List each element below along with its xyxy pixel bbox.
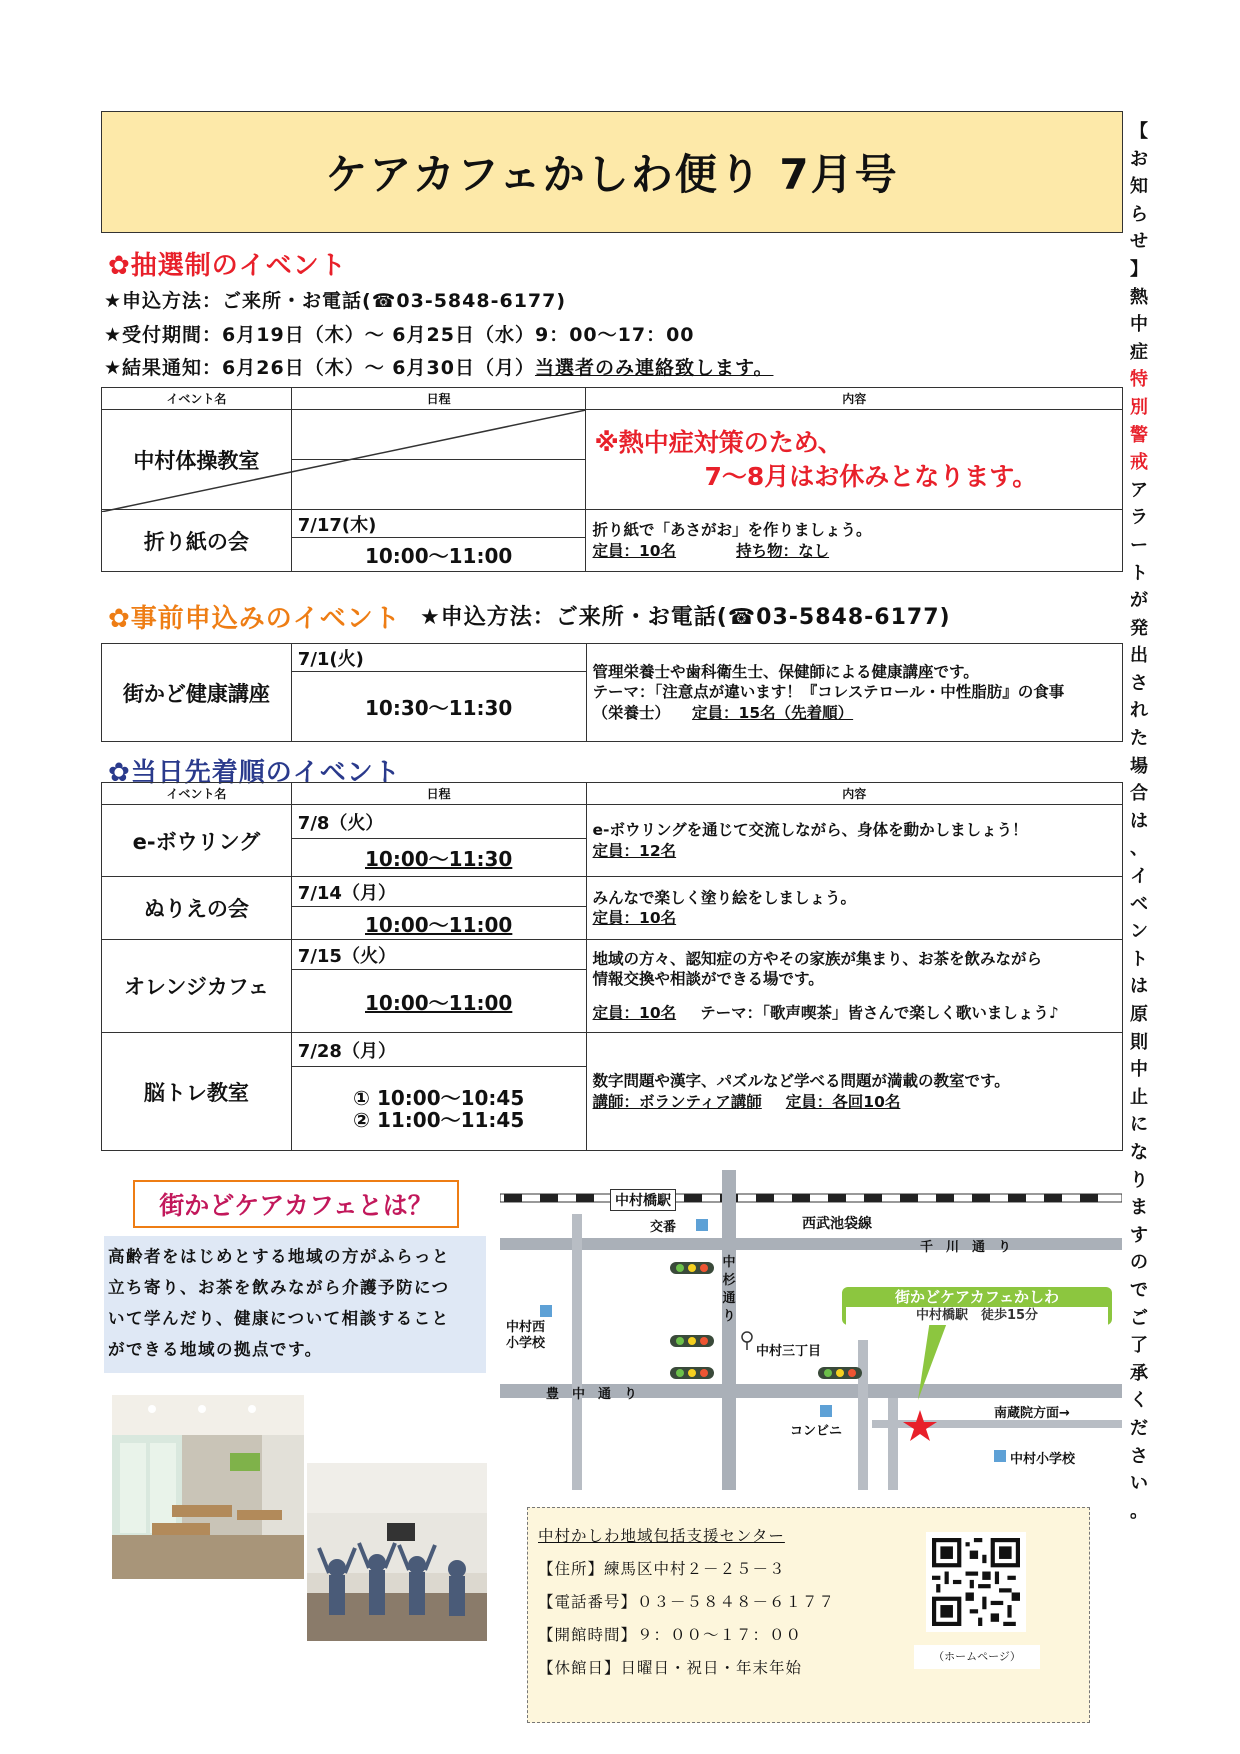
map-nakasugi-3: り: [722, 1309, 736, 1324]
orange-capacity: 定員：10名: [592, 1004, 677, 1023]
side-notice-char: た: [1130, 728, 1148, 750]
cancel-diagonal: [101, 410, 586, 512]
side-notice-char: す: [1130, 1224, 1148, 1246]
notore-date: 7/28（月）: [291, 1033, 586, 1067]
lottery-result-dates: ★結果通知：6月26日（木）～ 6月30日（月）: [104, 357, 535, 379]
nurie-capacity: 定員：10名: [592, 909, 677, 927]
side-notice-char: 原: [1130, 1004, 1148, 1025]
side-notice-char: ご: [1130, 1307, 1148, 1329]
homepage-qr-code[interactable]: [926, 1532, 1026, 1632]
lottery-result: [104, 353, 773, 380]
orange-time: 10:00～11:00: [291, 970, 586, 1033]
kenko-time: 10:30～11:30: [291, 672, 586, 742]
nurie-date: 7/14（月）: [291, 877, 586, 907]
center-address: 【住所】練馬区中村２－２５－３: [538, 1560, 786, 1578]
side-notice-char: せ: [1130, 231, 1148, 253]
notore-times: [291, 1067, 586, 1151]
side-notice: [1122, 118, 1156, 1525]
nurie-time: 10:00～11:00: [291, 907, 586, 940]
side-notice-char: ア: [1130, 479, 1148, 501]
side-notice-char: は: [1130, 810, 1148, 832]
map-sanchome-label: 中村三丁目: [756, 1344, 822, 1359]
side-notice-char: 。: [1130, 1500, 1148, 1522]
kenko-capacity: 定員：15名（先着順）: [692, 703, 854, 722]
lottery-result-note: 当選者のみ連絡致します。: [534, 357, 774, 379]
notore-desc-line1: 数字問題や漢字、パズルなど学べる問題が満載の教室です。: [592, 1072, 1010, 1091]
orange-desc-line1: 地域の方々、認知症の方やその家族が集まり、お茶を飲みながら: [592, 949, 1043, 968]
about-line-2: 立ち寄り、お茶を飲みながら介護予防につ: [108, 1278, 450, 1297]
bowling-time: 10:00～11:30: [291, 839, 586, 877]
cafe-interior-photo: [112, 1395, 304, 1579]
kenko-desc-line2: テーマ：「注意点が違います！『コレステロール・中性脂肪』の食事: [592, 683, 1065, 702]
side-notice-char: 熱: [1130, 286, 1148, 308]
event-name-kenko: 街かど健康講座: [102, 644, 292, 742]
origami-capacity: 定員：10名: [592, 541, 677, 560]
origami-time: 10:00～11:00: [291, 538, 586, 572]
side-notice-char: 知: [1130, 176, 1148, 198]
side-notice-char: 合: [1130, 783, 1148, 805]
page-title: ケアカフェかしわ便り 7月号: [325, 150, 899, 199]
bowling-date: 7/8（火）: [291, 805, 586, 839]
side-notice-char: 場: [1130, 755, 1148, 777]
map-nakasugi-1: 杉: [722, 1273, 736, 1288]
exercise-class-photo: [307, 1463, 487, 1641]
map-line-label: 西武池袋線: [802, 1216, 872, 1232]
bowling-desc: [586, 805, 1122, 877]
access-map: [500, 1170, 1122, 1490]
origami-date: 7/17(木): [291, 510, 586, 538]
map-school-west-1: 中村西: [506, 1320, 546, 1335]
side-notice-char: く: [1130, 1390, 1148, 1412]
side-notice-char: 警: [1130, 424, 1148, 446]
notore-time2: ② 11:00～11:45: [353, 1107, 525, 1132]
col-header-name: イベント名: [102, 388, 292, 410]
side-notice-char: 戒: [1130, 452, 1148, 474]
side-notice-char: ー: [1130, 534, 1148, 556]
map-nakasugi-label: [722, 1254, 736, 1326]
map-conv-label: コンビニ: [790, 1424, 843, 1439]
kenko-desc: [586, 644, 1122, 742]
orange-desc: [586, 940, 1122, 1033]
event-name-nurie: ぬりえの会: [102, 877, 292, 940]
advance-table: [101, 643, 1123, 742]
side-notice-char: 、: [1130, 838, 1148, 860]
side-notice-char: 発: [1130, 617, 1148, 639]
event-name-orange-cafe: オレンジカフェ: [102, 940, 292, 1033]
sameday-heading: ✿当日先着順のイベント: [108, 758, 401, 788]
map-school-west-2: 小学校: [506, 1336, 546, 1351]
col-header-date: 日程: [291, 783, 586, 805]
side-notice-char: 出: [1130, 645, 1148, 667]
origami-items: 持ち物：なし: [736, 541, 830, 560]
center-info: [527, 1507, 1090, 1723]
event-name-taiso: 中村体操教室: [102, 410, 292, 510]
heat-notice-line1: ※熱中症対策のため、: [594, 427, 843, 457]
center-hours: 【開館時間】９：００～１７：００: [538, 1626, 803, 1644]
orange-date: 7/15（火）: [291, 940, 586, 970]
map-toyonaka-label: 豊 中 通 り: [546, 1387, 638, 1402]
side-notice-char: ま: [1130, 1197, 1148, 1219]
map-school-west: [506, 1320, 545, 1352]
side-notice-char: ラ: [1130, 507, 1148, 529]
map-koban-label: 交番: [650, 1220, 677, 1235]
notore-teacher: 講師：ボランティア講師: [592, 1092, 762, 1111]
side-notice-char: 中: [1130, 1059, 1148, 1081]
sameday-table: [101, 782, 1123, 1151]
origami-desc: [586, 510, 1123, 572]
advance-method: ★申込方法：ご来所・お電話(☎03-5848-6177): [420, 605, 951, 630]
side-notice-char: だ: [1130, 1417, 1148, 1439]
lottery-heading: ✿抽選制のイベント: [108, 251, 347, 281]
side-notice-char: で: [1130, 1279, 1148, 1301]
center-phone: 【電話番号】０３－５８４８－６１７７: [538, 1593, 836, 1611]
side-notice-char: の: [1130, 1252, 1148, 1274]
side-notice-char: 止: [1130, 1086, 1148, 1108]
event-name-notore: 脳トレ教室: [102, 1033, 292, 1151]
about-line-4: ができる地域の拠点です。: [108, 1340, 323, 1359]
side-notice-char: さ: [1130, 672, 1148, 694]
qr-pattern: [932, 1538, 1020, 1626]
qr-caption: （ホームページ）: [914, 1645, 1040, 1669]
col-header-date: 日程: [291, 388, 586, 410]
orange-theme: テーマ：「歌声喫茶」皆さんで楽しく歌いましょう♪: [700, 1004, 1059, 1023]
kenko-desc-line3: （栄養士）: [592, 703, 671, 722]
map-nankoin-label: 南蔵院方面→: [994, 1406, 1070, 1421]
side-notice-char: 】: [1130, 258, 1148, 280]
nurie-desc-line1: みんなで楽しく塗り絵をしましょう。: [592, 888, 857, 907]
cafe-callout-walk: 中村橋駅 徒歩15分: [846, 1307, 1108, 1325]
map-school-east: 中村小学校: [1010, 1452, 1076, 1467]
map-nakasugi-2: 通: [722, 1291, 736, 1306]
side-notice-char: ら: [1130, 203, 1148, 225]
side-notice-char: 中: [1130, 314, 1148, 336]
nurie-desc: [586, 877, 1122, 940]
orange-desc-line1b: 情報交換や相談ができる場です。: [592, 969, 824, 988]
side-notice-char: 了: [1130, 1335, 1148, 1357]
event-name-origami: 折り紙の会: [102, 510, 292, 572]
side-notice-char: 症: [1130, 341, 1148, 363]
side-notice-char: 承: [1130, 1362, 1148, 1384]
map-station-label: 中村橋駅: [610, 1189, 676, 1211]
side-notice-char: ベ: [1130, 893, 1148, 915]
notore-time1: ① 10:00～10:45: [353, 1085, 525, 1110]
side-notice-char: 別: [1130, 396, 1148, 418]
col-header-content: 内容: [586, 783, 1122, 805]
bowling-capacity: 定員：12名: [592, 841, 677, 860]
side-notice-char: れ: [1130, 700, 1148, 722]
kenko-desc-line1: 管理栄養士や歯科衛生士、保健師による健康講座です。: [592, 663, 979, 682]
about-text: [104, 1236, 486, 1373]
side-notice-char: イ: [1130, 866, 1148, 888]
about-line-1: 高齢者をはじめとする地域の方がふらっと: [108, 1247, 450, 1266]
origami-desc-line1: 折り紙で「あさがお」を作りましょう。: [592, 521, 872, 540]
side-notice-char: に: [1130, 1114, 1148, 1136]
side-notice-char: お: [1130, 148, 1148, 170]
map-nakasugi-0: 中: [722, 1255, 736, 1270]
bowling-desc-line1: e-ボウリングを通じて交流しながら、身体を動かしましょう！: [592, 821, 1028, 840]
heat-notice-line2: 7～8月はお休みとなります。: [704, 461, 1038, 491]
title-banner: [101, 111, 1123, 233]
side-notice-char: は: [1130, 976, 1148, 998]
side-notice-char: ン: [1130, 921, 1148, 943]
about-title: 街かどケアカフェとは？: [133, 1180, 459, 1228]
lottery-method: ★申込方法：ご来所・お電話(☎03-5848-6177): [104, 290, 567, 312]
side-notice-char: ト: [1130, 948, 1148, 970]
center-closed: 【休館日】日曜日・祝日・年末年始: [538, 1659, 803, 1677]
notore-desc: [586, 1033, 1122, 1151]
col-header-content: 内容: [586, 388, 1123, 410]
advance-heading: ✿事前申込みのイベント: [108, 604, 401, 634]
side-notice-char: な: [1130, 1141, 1148, 1163]
col-header-name: イベント名: [102, 783, 292, 805]
kenko-date: 7/1(火): [291, 644, 586, 672]
cafe-callout-name: 街かどケアカフェかしわ: [894, 1288, 1060, 1306]
notore-capacity: 定員：各回10名: [785, 1092, 901, 1111]
side-notice-char: 特: [1130, 369, 1148, 391]
side-notice-char: ト: [1130, 562, 1148, 584]
side-notice-char: 則: [1130, 1031, 1148, 1053]
about-line-3: いて学んだり、健康について相談すること: [108, 1309, 450, 1328]
lottery-period: ★受付期間：6月19日（木）～ 6月25日（水）9：00～17：00: [104, 324, 695, 346]
side-notice-char: さ: [1130, 1445, 1148, 1467]
heat-notice: [586, 410, 1123, 510]
side-notice-char: 【: [1130, 121, 1148, 142]
cafe-location-callout: [842, 1287, 1112, 1325]
side-notice-char: い: [1130, 1473, 1148, 1495]
side-notice-char: り: [1130, 1169, 1148, 1191]
center-name: 中村かしわ地域包括支援センター: [538, 1527, 785, 1545]
map-senkawa-label: 千 川 通 り: [920, 1240, 1012, 1255]
side-notice-char: が: [1130, 590, 1148, 612]
event-name-bowling: e-ボウリング: [102, 805, 292, 877]
